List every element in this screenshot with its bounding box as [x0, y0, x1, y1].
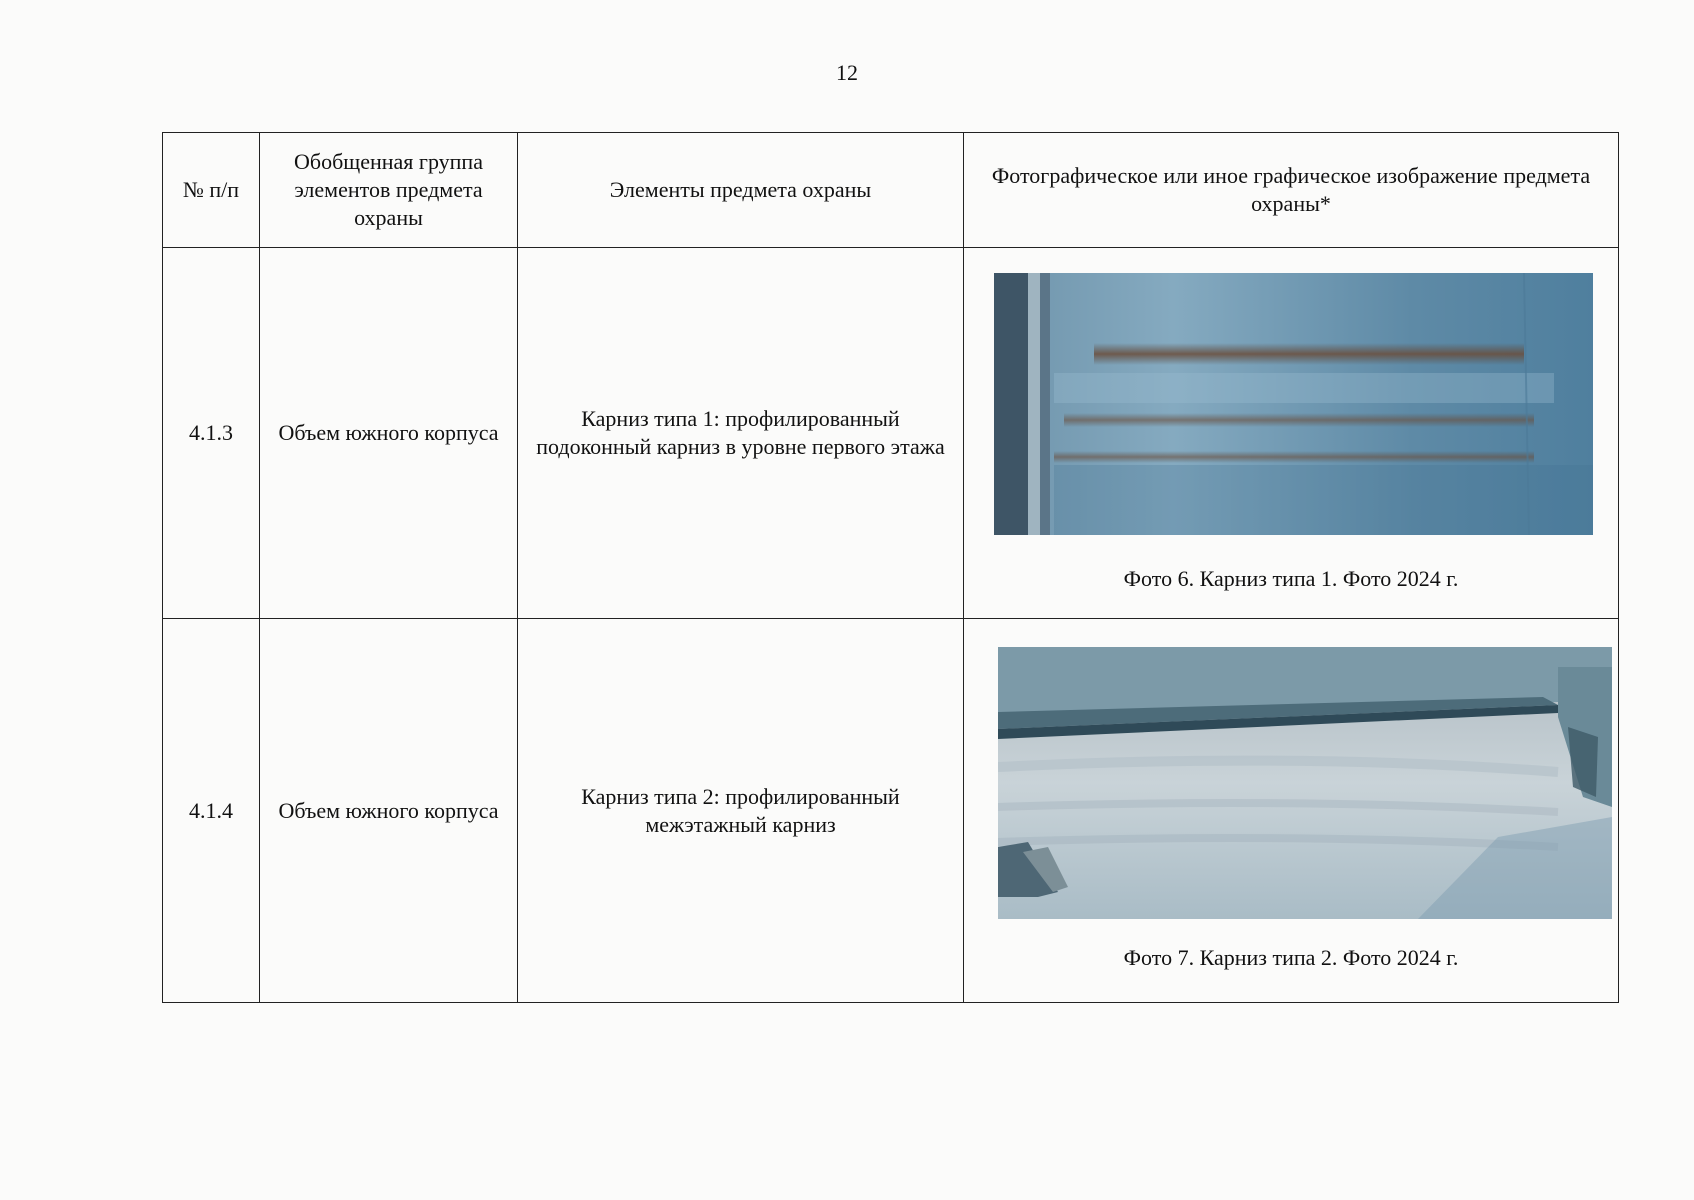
- row-number: 4.1.4: [163, 619, 260, 1003]
- cornice-type-2-photo: [998, 647, 1612, 919]
- photo-caption: Фото 7. Карниз типа 2. Фото 2024 г.: [1123, 945, 1459, 970]
- protection-elements-table: [162, 132, 1619, 1003]
- page-number: 12: [836, 60, 858, 85]
- header-number: № п/п: [163, 133, 260, 248]
- table-row: [163, 619, 1619, 1003]
- row-group: Объем южного корпуса: [260, 619, 518, 1003]
- row-group: Объем южного корпуса: [260, 248, 518, 619]
- row-photo-cell: [964, 619, 1619, 1003]
- row-element: Карниз типа 1: профилированный подоконный карниз в уровне первого этажа: [518, 248, 964, 619]
- row-element: Карниз типа 2: профилированный межэтажный карниз: [518, 619, 964, 1003]
- header-group: Обобщенная группа элементов предмета охраны: [260, 133, 518, 248]
- header-image: Фотографическое или иное графическое изображение предмета охраны*: [964, 133, 1619, 248]
- cornice-type-1-photo: [994, 273, 1593, 535]
- row-number: 4.1.3: [163, 248, 260, 619]
- table-header-row: [163, 133, 1619, 248]
- row-photo-cell: [964, 248, 1619, 619]
- header-elements: Элементы предмета охраны: [518, 133, 964, 248]
- table-row: [163, 248, 1619, 619]
- photo-caption: Фото 6. Карниз типа 1. Фото 2024 г.: [1123, 566, 1459, 591]
